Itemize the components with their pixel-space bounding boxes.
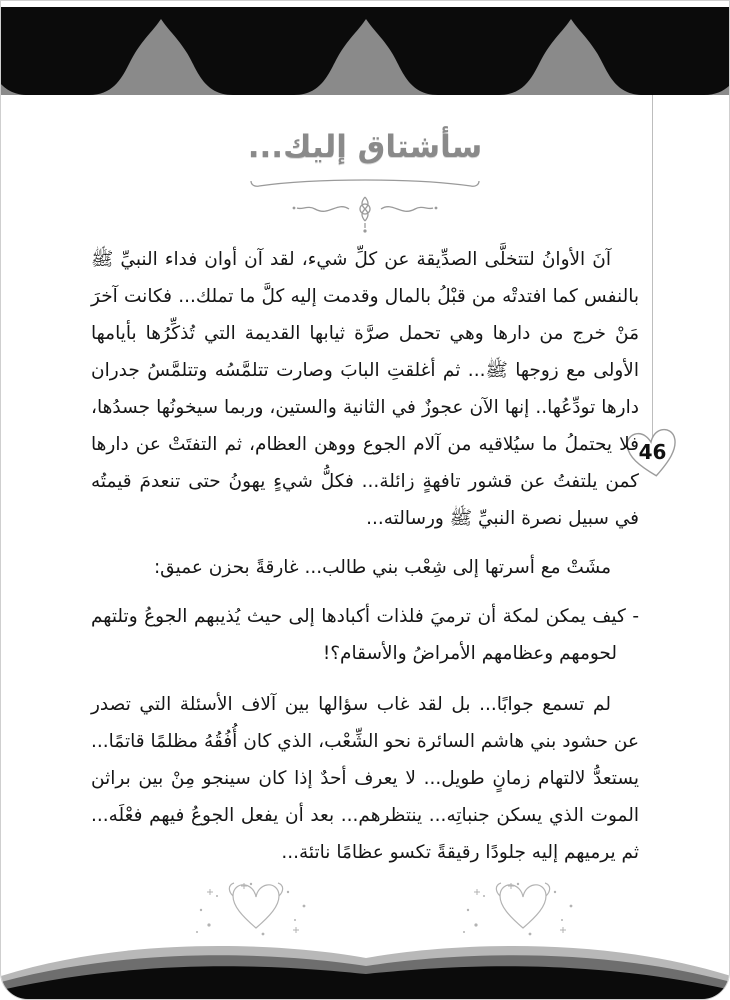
paragraph-1: آنَ الأوانُ لتتخلَّى الصدِّيقة عن كلِّ شيء، لقد آن أوان فداء النبيِّ ﷺ بالنفس كما افتدتْه من قبْلُ بالمال وقدمت إليه كلَّ ما تملك... فكانت آخرَ مَنْ خرج من دارها وهي تحمل صرَّة ثيابها القديمة التي تُذكِّرُها بأيامها الأولى مع زوجها ﷺ... ثم أغلقتِ البابَ وصارت تتلمَّسُه وتتلمَّسُ جدران دارها تودِّعُها.. إنها الآن عجوزٌ في الثانية والستين، وربما سيخونُها جسدُها، فلا يحتملُ ما سيُلاقيه من آلام الجوع ووهن العظام، ثم التفتَتْ عن دارها كمن يلتفتُ عن قشور تافهةٍ زائلة... فكلُّ شيءٍ يهونُ حتى تنعدمَ قيمتُه في سبيل نصرة النبيِّ ﷺ ورسالته... <box>91 249 639 529</box>
title-flourish-icon <box>245 177 485 235</box>
chapter-title: سأشتاق إليك... <box>247 129 483 165</box>
swirl-heart-icon <box>463 883 572 936</box>
paragraph-4: لم تسمع جوابًا... بل لقد غاب سؤالها بين آلاف الأسئلة التي تصدر عن حشود بني هاشم السائرة نحو الشِّعْب، الذي كان أُفُقُهُ مظلمًا قاتمًا... يستعدُّ لالتهام زمانٍ طويل... لا يعرف أحدٌ إذا كان سينجو مِنْ بين براثن الموت الذي يسكن جنباتِه... ينتظرهم... بعد أن يفعل الجوعُ فيهم فعْلَه... ثم يرميهم إليه جلودًا رقيقةً تكسو عظامًا ناتئة... <box>91 694 639 863</box>
footer-ornament-band <box>1 880 730 1000</box>
body-text <box>91 241 639 883</box>
footer-wave-band <box>1 946 730 1000</box>
swirl-heart-icon <box>196 883 305 936</box>
page-number-thread <box>652 95 653 437</box>
paragraph-2: مشَتْ مع أسرتها إلى شِعْب بني طالب... غارقةً بحزن عميق: <box>153 557 611 578</box>
page-number: 46 <box>638 440 667 465</box>
paragraph-3-dialogue: - كيف يمكن لمكة أن ترميَ فلذات أكبادها إلى حيث يُذيبهم الجوعُ وتلتهم لحومهم وعظامهم الأمراضُ والأسقام؟! <box>91 606 639 664</box>
header-ornament-band <box>1 7 730 95</box>
title-area <box>1 129 729 165</box>
